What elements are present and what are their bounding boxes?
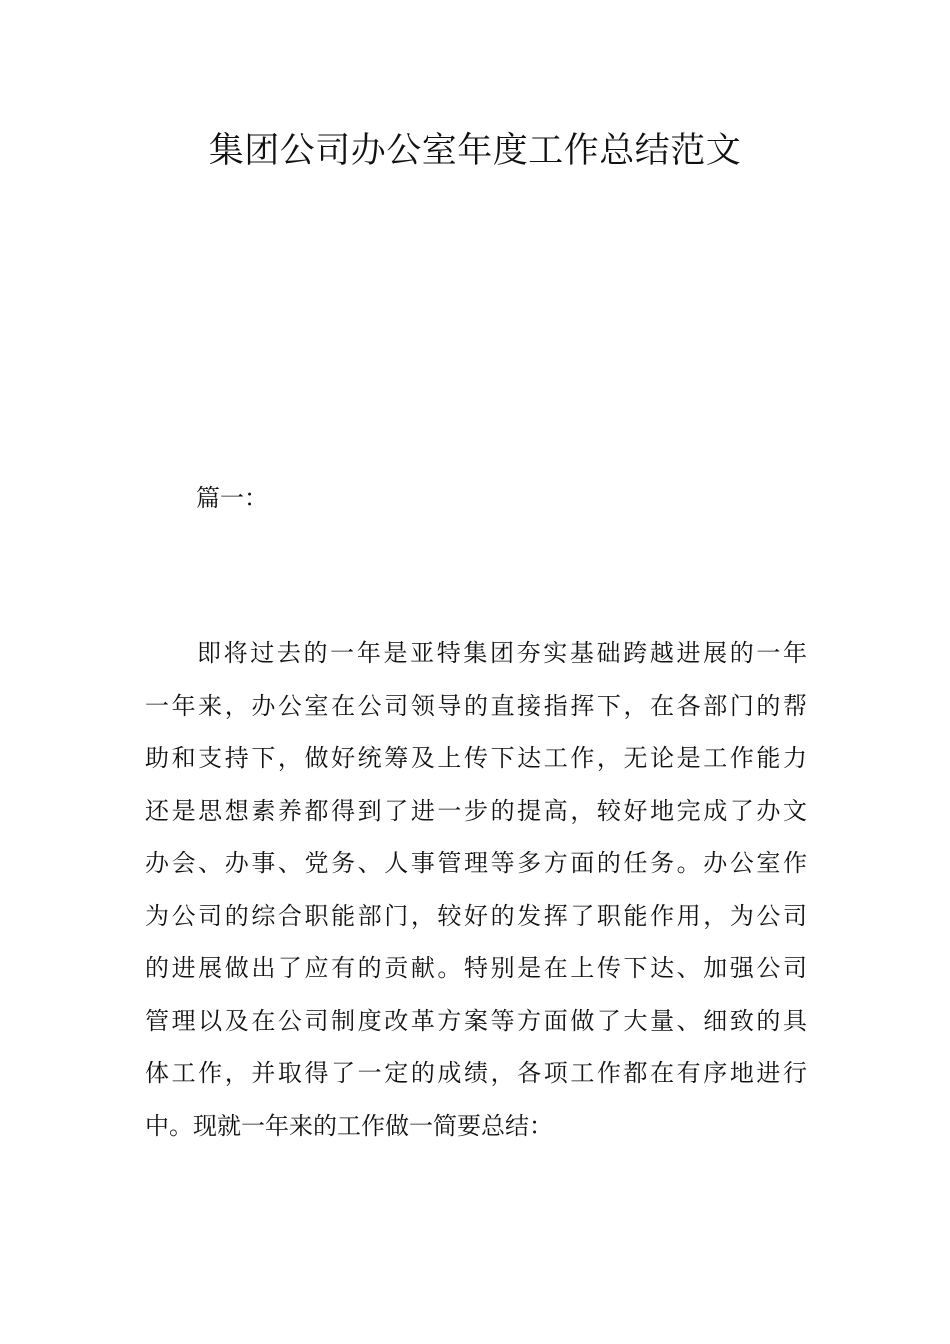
body-paragraph <box>145 627 807 1152</box>
section-label: 篇一： <box>196 484 268 512</box>
paragraph-line: 助和支持下，做好统筹及上传下达工作，无论是工作能力 <box>145 744 807 772</box>
paragraph-line: 中。现就一年来的工作做一简要总结： <box>145 1111 553 1140</box>
paragraph-line: 还是思想素养都得到了进一步的提高，较好地完成了办文 <box>145 796 807 825</box>
paragraph-line: 即将过去的一年是亚特集团夯实基础跨越进展的一年 <box>197 639 807 667</box>
paragraph-line: 体工作，并取得了一定的成绩，各项工作都在有序地进行 <box>145 1059 807 1087</box>
paragraph-line: 办会、办事、党务、人事管理等多方面的任务。办公室作 <box>145 849 807 877</box>
paragraph-line: 管理以及在公司制度改革方案等方面做了大量、细致的具 <box>145 1006 807 1035</box>
paragraph-line: 为公司的综合职能部门，较好的发挥了职能作用，为公司 <box>145 901 807 930</box>
paragraph-line: 一年来，办公室在公司领导的直接指挥下，在各部门的帮 <box>145 691 807 720</box>
paragraph-line: 的进展做出了应有的贡献。特别是在上传下达、加强公司 <box>145 954 807 982</box>
document-title: 集团公司办公室年度工作总结范文 <box>208 131 742 171</box>
